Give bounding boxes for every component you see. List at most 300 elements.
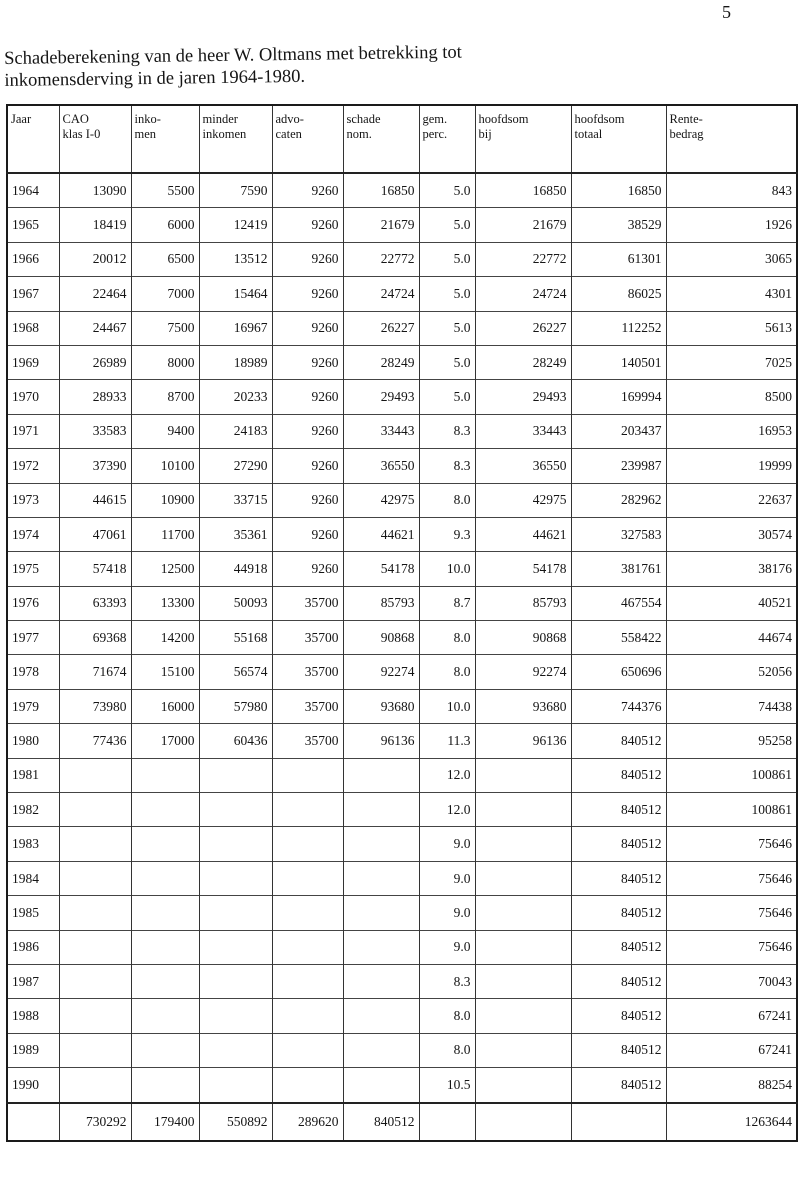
table-cell: 26227: [343, 311, 419, 345]
table-cell: 8700: [131, 380, 199, 414]
table-cell: [199, 896, 272, 930]
table-cell: [272, 793, 343, 827]
year-cell: 1987: [7, 964, 59, 998]
column-header-line: caten: [275, 127, 302, 141]
year-cell: 1968: [7, 311, 59, 345]
table-cell: 26227: [475, 311, 571, 345]
table-cell: 69368: [59, 621, 131, 655]
table-cell: 35700: [272, 724, 343, 758]
table-cell: 9.0: [419, 861, 475, 895]
table-cell: 467554: [571, 586, 666, 620]
table-cell: 650696: [571, 655, 666, 689]
table-cell: 22464: [59, 277, 131, 311]
table-cell: 7025: [666, 345, 797, 379]
total-cell: [419, 1103, 475, 1141]
table-cell: 88254: [666, 1068, 797, 1103]
table-cell: [272, 896, 343, 930]
table-cell: 5.0: [419, 311, 475, 345]
table-cell: [475, 1033, 571, 1067]
table-cell: 8.0: [419, 655, 475, 689]
table-cell: 5500: [131, 173, 199, 208]
table-cell: 85793: [475, 586, 571, 620]
table-cell: 112252: [571, 311, 666, 345]
year-cell: 1965: [7, 208, 59, 242]
table-cell: 7500: [131, 311, 199, 345]
table-cell: 12.0: [419, 793, 475, 827]
year-cell: 1983: [7, 827, 59, 861]
table-cell: 28249: [343, 345, 419, 379]
table-cell: 5613: [666, 311, 797, 345]
year-cell: 1979: [7, 689, 59, 723]
table-cell: [199, 999, 272, 1033]
table-cell: [475, 964, 571, 998]
table-cell: 9.0: [419, 930, 475, 964]
table-row: [7, 1033, 797, 1067]
column-header: [475, 105, 571, 173]
table-cell: [199, 930, 272, 964]
table-cell: 8.0: [419, 1033, 475, 1067]
table-cell: 86025: [571, 277, 666, 311]
table-cell: 57418: [59, 552, 131, 586]
year-cell: 1964: [7, 173, 59, 208]
table-cell: 5.0: [419, 173, 475, 208]
table-cell: 30574: [666, 517, 797, 551]
table-cell: 8.0: [419, 999, 475, 1033]
table-cell: [59, 964, 131, 998]
table-cell: 5.0: [419, 277, 475, 311]
total-cell: 179400: [131, 1103, 199, 1141]
table-cell: 9.3: [419, 517, 475, 551]
year-cell: 1988: [7, 999, 59, 1033]
total-cell: [7, 1103, 59, 1141]
table-cell: 75646: [666, 896, 797, 930]
table-cell: 16953: [666, 414, 797, 448]
table-cell: 11700: [131, 517, 199, 551]
year-cell: 1990: [7, 1068, 59, 1103]
table-cell: 10900: [131, 483, 199, 517]
year-cell: 1985: [7, 896, 59, 930]
table-cell: [199, 1068, 272, 1103]
column-header-line: inkomen: [202, 127, 247, 141]
column-header: [59, 105, 131, 173]
table-cell: 100861: [666, 758, 797, 792]
table-cell: 840512: [571, 964, 666, 998]
table-cell: 6500: [131, 242, 199, 276]
column-header-line: Rente-: [669, 112, 703, 126]
table-cell: 27290: [199, 449, 272, 483]
table-cell: 9260: [272, 311, 343, 345]
table-cell: 5.0: [419, 242, 475, 276]
table-cell: 840512: [571, 827, 666, 861]
table-cell: 96136: [475, 724, 571, 758]
table-cell: 67241: [666, 1033, 797, 1067]
damage-calculation-table: [6, 104, 798, 1142]
column-header-line: hoofdsom: [478, 112, 529, 126]
table-cell: 203437: [571, 414, 666, 448]
table-cell: 14200: [131, 621, 199, 655]
table-cell: [343, 896, 419, 930]
table-cell: 16850: [571, 173, 666, 208]
table-cell: 18419: [59, 208, 131, 242]
table-cell: [59, 793, 131, 827]
table-cell: [131, 999, 199, 1033]
total-cell: 840512: [343, 1103, 419, 1141]
table-cell: 37390: [59, 449, 131, 483]
table-cell: 71674: [59, 655, 131, 689]
year-cell: 1984: [7, 861, 59, 895]
table-cell: 9260: [272, 173, 343, 208]
table-cell: [475, 896, 571, 930]
table-cell: 92274: [343, 655, 419, 689]
table-cell: 24724: [343, 277, 419, 311]
table-cell: 74438: [666, 689, 797, 723]
table-cell: [131, 896, 199, 930]
table-cell: 239987: [571, 449, 666, 483]
table-cell: 24724: [475, 277, 571, 311]
table-cell: 24183: [199, 414, 272, 448]
table-cell: 10.0: [419, 552, 475, 586]
table-cell: 38176: [666, 552, 797, 586]
table-cell: 8.0: [419, 621, 475, 655]
table-cell: 20012: [59, 242, 131, 276]
table-cell: 3065: [666, 242, 797, 276]
column-header-line: perc.: [422, 127, 448, 141]
table-row: [7, 483, 797, 517]
column-header-line: men: [134, 127, 157, 141]
table-footer: [7, 1103, 797, 1141]
table-row: [7, 208, 797, 242]
column-header: [272, 105, 343, 173]
table-cell: 73980: [59, 689, 131, 723]
table-cell: 840512: [571, 1033, 666, 1067]
table-cell: [131, 861, 199, 895]
table-cell: 35700: [272, 621, 343, 655]
table-cell: 90868: [343, 621, 419, 655]
table-cell: 22772: [343, 242, 419, 276]
table-cell: [199, 861, 272, 895]
table-row: [7, 586, 797, 620]
table-cell: [475, 793, 571, 827]
table-cell: 8.3: [419, 414, 475, 448]
total-cell: [475, 1103, 571, 1141]
total-cell: 730292: [59, 1103, 131, 1141]
table-cell: 140501: [571, 345, 666, 379]
table-row: [7, 930, 797, 964]
table-cell: 36550: [343, 449, 419, 483]
table-cell: 381761: [571, 552, 666, 586]
table-cell: 63393: [59, 586, 131, 620]
table-cell: [199, 827, 272, 861]
table-cell: [59, 999, 131, 1033]
total-cell: 289620: [272, 1103, 343, 1141]
year-cell: 1982: [7, 793, 59, 827]
table-row: [7, 173, 797, 208]
table-cell: [475, 861, 571, 895]
table-cell: 44621: [343, 517, 419, 551]
table-cell: [272, 930, 343, 964]
table-cell: 36550: [475, 449, 571, 483]
year-cell: 1972: [7, 449, 59, 483]
table-cell: [131, 758, 199, 792]
year-cell: 1966: [7, 242, 59, 276]
table-cell: [343, 964, 419, 998]
table-row: [7, 449, 797, 483]
table-cell: 840512: [571, 758, 666, 792]
table-cell: [343, 999, 419, 1033]
year-cell: 1986: [7, 930, 59, 964]
table-row: [7, 964, 797, 998]
table-row: [7, 517, 797, 551]
table-cell: 8500: [666, 380, 797, 414]
table-cell: 7000: [131, 277, 199, 311]
header-row: [7, 105, 797, 173]
table-row: [7, 1068, 797, 1103]
table-body: [7, 173, 797, 1103]
table-cell: [199, 793, 272, 827]
column-header: [571, 105, 666, 173]
table-cell: 13512: [199, 242, 272, 276]
table-cell: 9400: [131, 414, 199, 448]
table-cell: 28249: [475, 345, 571, 379]
table-row: [7, 621, 797, 655]
table-cell: 840512: [571, 724, 666, 758]
table-cell: 29493: [343, 380, 419, 414]
table-cell: 15464: [199, 277, 272, 311]
table-cell: [131, 930, 199, 964]
column-header-line: totaal: [574, 127, 603, 141]
table-cell: 840512: [571, 793, 666, 827]
year-cell: 1989: [7, 1033, 59, 1067]
column-header: [7, 105, 59, 173]
table-row: [7, 896, 797, 930]
table-cell: 44615: [59, 483, 131, 517]
table-cell: 67241: [666, 999, 797, 1033]
table-cell: [199, 758, 272, 792]
table-cell: 10100: [131, 449, 199, 483]
column-header: [666, 105, 797, 173]
column-header-line: bij: [478, 127, 492, 141]
table-cell: 4301: [666, 277, 797, 311]
table-cell: [59, 827, 131, 861]
table-cell: 75646: [666, 861, 797, 895]
table-row: [7, 345, 797, 379]
table-cell: [272, 964, 343, 998]
column-header-line: gem.: [422, 112, 448, 126]
table-cell: 95258: [666, 724, 797, 758]
table-cell: 16967: [199, 311, 272, 345]
column-header-line: bedrag: [669, 127, 704, 141]
table-cell: 10.0: [419, 689, 475, 723]
table-cell: 6000: [131, 208, 199, 242]
table-cell: 169994: [571, 380, 666, 414]
table-cell: 54178: [343, 552, 419, 586]
table-cell: [131, 827, 199, 861]
total-cell: 1263644: [666, 1103, 797, 1141]
table-cell: 282962: [571, 483, 666, 517]
title-line-1: Schadeberekening van de heer W. Oltmans met betrekking tot: [4, 42, 462, 69]
table-cell: 843: [666, 173, 797, 208]
table-cell: 57980: [199, 689, 272, 723]
table-cell: 558422: [571, 621, 666, 655]
table-cell: [59, 861, 131, 895]
table-cell: 20233: [199, 380, 272, 414]
year-cell: 1978: [7, 655, 59, 689]
table-cell: 100861: [666, 793, 797, 827]
table-cell: [272, 999, 343, 1033]
table-cell: 90868: [475, 621, 571, 655]
table-cell: 44621: [475, 517, 571, 551]
table-row: [7, 242, 797, 276]
table-cell: [475, 1068, 571, 1103]
year-cell: 1977: [7, 621, 59, 655]
table-cell: 60436: [199, 724, 272, 758]
column-header: [343, 105, 419, 173]
totals-row: [7, 1103, 797, 1141]
table-cell: 8.3: [419, 449, 475, 483]
table-cell: [343, 861, 419, 895]
year-cell: 1970: [7, 380, 59, 414]
table-cell: [343, 758, 419, 792]
table-cell: 17000: [131, 724, 199, 758]
table-cell: 9.0: [419, 896, 475, 930]
table-cell: [272, 758, 343, 792]
table-row: [7, 758, 797, 792]
table-cell: 8.3: [419, 964, 475, 998]
table-cell: 93680: [343, 689, 419, 723]
table-cell: 56574: [199, 655, 272, 689]
table-cell: [59, 896, 131, 930]
table-cell: 15100: [131, 655, 199, 689]
table-cell: 9260: [272, 449, 343, 483]
table-row: [7, 552, 797, 586]
table-cell: 92274: [475, 655, 571, 689]
column-header: [199, 105, 272, 173]
column-header-line: klas I-0: [62, 127, 101, 141]
table-cell: 11.3: [419, 724, 475, 758]
table-row: [7, 311, 797, 345]
table-cell: [272, 827, 343, 861]
table-cell: 16850: [475, 173, 571, 208]
table-cell: 840512: [571, 861, 666, 895]
table-cell: [59, 758, 131, 792]
column-header-line: hoofdsom: [574, 112, 625, 126]
table-cell: [131, 1033, 199, 1067]
table-cell: 29493: [475, 380, 571, 414]
table-cell: 5.0: [419, 380, 475, 414]
table-cell: 13090: [59, 173, 131, 208]
table-cell: [59, 1068, 131, 1103]
table-cell: 52056: [666, 655, 797, 689]
year-cell: 1980: [7, 724, 59, 758]
table-cell: 22637: [666, 483, 797, 517]
table-cell: [343, 1033, 419, 1067]
document-title: [4, 40, 605, 92]
table-row: [7, 861, 797, 895]
page-number: 5: [722, 2, 731, 22]
table-cell: 40521: [666, 586, 797, 620]
table-cell: 77436: [59, 724, 131, 758]
table-cell: 840512: [571, 1068, 666, 1103]
column-header-line: nom.: [346, 127, 372, 141]
table-cell: 9260: [272, 552, 343, 586]
column-header: [131, 105, 199, 173]
table-cell: [475, 999, 571, 1033]
table-cell: 50093: [199, 586, 272, 620]
table-cell: 9260: [272, 277, 343, 311]
table-cell: [131, 964, 199, 998]
table-cell: 840512: [571, 930, 666, 964]
table-cell: [131, 793, 199, 827]
table-cell: 18989: [199, 345, 272, 379]
total-cell: 550892: [199, 1103, 272, 1141]
table-cell: 26989: [59, 345, 131, 379]
table-cell: 44674: [666, 621, 797, 655]
year-cell: 1969: [7, 345, 59, 379]
table-cell: 12500: [131, 552, 199, 586]
table-cell: 28933: [59, 380, 131, 414]
table-cell: 35700: [272, 586, 343, 620]
column-header-line: Jaar: [11, 112, 32, 126]
table-cell: 5.0: [419, 208, 475, 242]
table-cell: 96136: [343, 724, 419, 758]
table-row: [7, 793, 797, 827]
column-header: [419, 105, 475, 173]
table-cell: 7590: [199, 173, 272, 208]
table-cell: 55168: [199, 621, 272, 655]
table-cell: 54178: [475, 552, 571, 586]
table-cell: 22772: [475, 242, 571, 276]
table-cell: 12.0: [419, 758, 475, 792]
table-cell: 840512: [571, 896, 666, 930]
table-cell: 9260: [272, 345, 343, 379]
table-cell: 9260: [272, 414, 343, 448]
year-cell: 1971: [7, 414, 59, 448]
table-cell: 840512: [571, 999, 666, 1033]
table-cell: [199, 1033, 272, 1067]
table-cell: [272, 861, 343, 895]
total-cell: [571, 1103, 666, 1141]
title-line-2: inkomensderving in de jaren 1964-1980.: [4, 66, 306, 91]
table-cell: 5.0: [419, 345, 475, 379]
table-cell: 35361: [199, 517, 272, 551]
table-cell: [131, 1068, 199, 1103]
table-cell: 85793: [343, 586, 419, 620]
table-row: [7, 655, 797, 689]
table-cell: 42975: [343, 483, 419, 517]
table-cell: 93680: [475, 689, 571, 723]
table-cell: 9260: [272, 208, 343, 242]
column-header-line: minder: [202, 112, 238, 126]
table-row: [7, 999, 797, 1033]
table-cell: 75646: [666, 827, 797, 861]
table-row: [7, 414, 797, 448]
table-cell: 16850: [343, 173, 419, 208]
table-cell: 9260: [272, 242, 343, 276]
table-cell: [343, 930, 419, 964]
table-cell: [475, 827, 571, 861]
table-cell: [199, 964, 272, 998]
table-cell: [59, 930, 131, 964]
table-cell: 33443: [343, 414, 419, 448]
table-cell: 9.0: [419, 827, 475, 861]
table-cell: 21679: [475, 208, 571, 242]
table-cell: [272, 1068, 343, 1103]
table-cell: 33715: [199, 483, 272, 517]
table-cell: 44918: [199, 552, 272, 586]
table-cell: 33583: [59, 414, 131, 448]
year-cell: 1973: [7, 483, 59, 517]
table-row: [7, 380, 797, 414]
